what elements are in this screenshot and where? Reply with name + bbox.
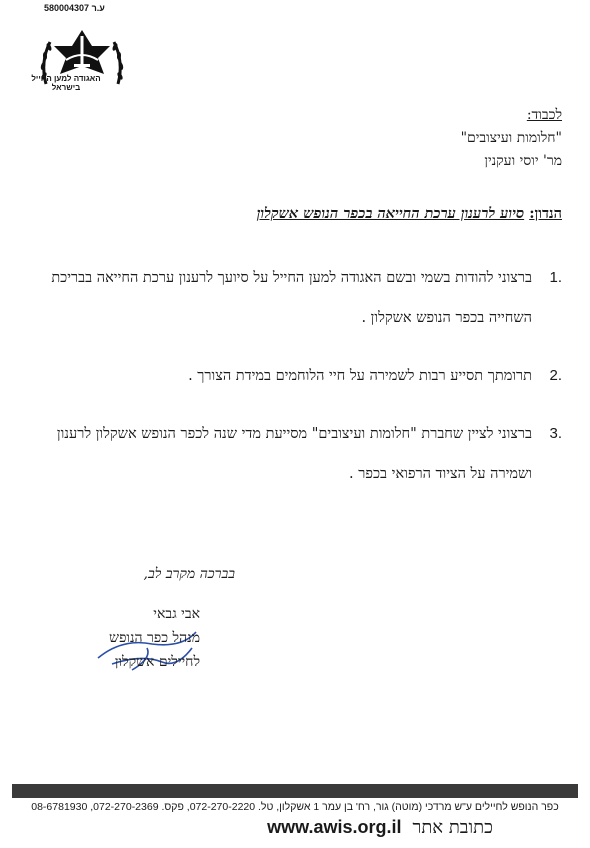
items-list (22, 258, 562, 512)
item-number: 3. (549, 425, 562, 442)
registration-number: ע.ר 580004307 (44, 3, 105, 13)
website-label: כתובת אתר (412, 817, 493, 838)
signer-name: אבי גבאי (153, 606, 200, 622)
footer-address: כפר הנופש לחיילים ע"ש מרדכי (מוטה) גור, רח' בן עמר 1 אשקלון, טל. 072-270-2220, פקס. 072-270-2369, 08-6781930 (31, 801, 559, 813)
addressee-label: לכבוד: (526, 107, 562, 123)
addressee-block (262, 104, 562, 173)
item-text: תרומתך תסייע רבות לשמירה על חיי הלוחמים במידת הצורך . (188, 368, 532, 384)
item-number: 2. (549, 367, 562, 384)
footer-website-line (180, 817, 580, 838)
org-name: האגודה למען החייל בישראל (31, 74, 101, 92)
signer-unit: לחיילים אשקלון (114, 654, 200, 670)
item-text: ברצוני לציין שחברת "חלומות ועיצובים" מסייעת מדי שנה לכפר הנופש אשקלון לרענון ושמירה על הציוד הרפואי בכפר . (56, 426, 532, 482)
footer-bar (12, 784, 578, 798)
subject-line (42, 205, 562, 223)
website-url[interactable]: www.awis.org.il (267, 817, 402, 837)
idf-emblem-logo (36, 26, 128, 116)
addressee-company: "חלומות ועיצובים" (460, 130, 562, 146)
item-number: 1. (549, 269, 562, 286)
signer-title: מנהל כפר הנופש (109, 630, 200, 646)
subject-text: סיוע לרענון ערכת החייאה בכפר הנופש אשקלון (256, 205, 525, 222)
closing-greeting: בברכה מקרב לב, (143, 566, 235, 582)
addressee-person: מר' יוסי ועקנין (484, 153, 562, 169)
list-item (22, 356, 562, 396)
signature-block (40, 602, 200, 674)
subject-label: הנדון: (529, 205, 562, 222)
item-text: ברצוני להודות בשמי ובשם האגודה למען החייל על סיועך לרענון ערכת החייאה בבריכת השחייה בכפר הנופש אשקלון . (51, 270, 532, 326)
list-item (22, 414, 562, 494)
list-item (22, 258, 562, 338)
